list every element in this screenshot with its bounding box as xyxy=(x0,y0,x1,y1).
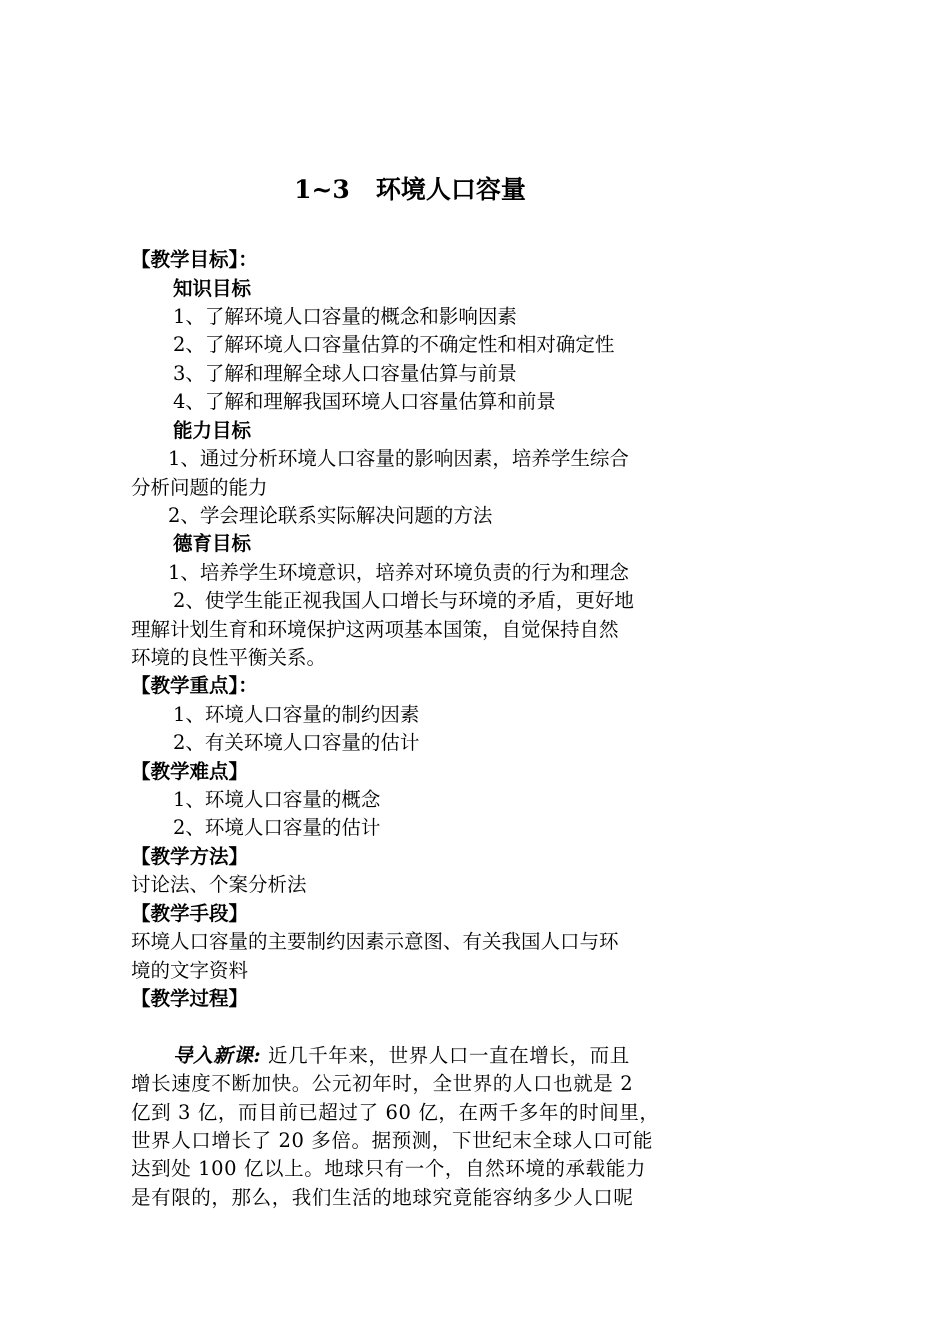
methods-heading: 【教学方法】 xyxy=(131,845,249,868)
knowledge-item: 4、了解和理解我国环境人口容量估算和前景 xyxy=(173,390,556,413)
key-point-item: 1、环境人口容量的制约因素 xyxy=(173,703,420,726)
intro-text: 近几千年来，世界人口一直在增长，而且 xyxy=(261,1044,630,1067)
ability-item: 1、通过分析环境人口容量的影响因素，培养学生综合 xyxy=(168,447,629,470)
intro-paragraph-line: 是有限的，那么，我们生活的地球究竟能容纳多少人口呢 xyxy=(131,1186,634,1209)
intro-paragraph-line xyxy=(173,1042,743,1070)
means-text-continued: 境的文字资料 xyxy=(131,959,249,982)
key-points-heading: 【教学重点】： xyxy=(131,674,258,697)
key-point-item: 2、有关环境人口容量的估计 xyxy=(173,731,420,754)
intro-paragraph-line: 世界人口增长了 20 多倍。据预测，下世纪末全球人口可能 xyxy=(131,1129,654,1152)
means-text: 环境人口容量的主要制约因素示意图、有关我国人口与环 xyxy=(131,930,619,953)
ability-item: 2、学会理论联系实际解决问题的方法 xyxy=(168,504,493,527)
moral-item: 2、使学生能正视我国人口增长与环境的矛盾，更好地 xyxy=(173,589,634,612)
ability-item-continued: 分析问题的能力 xyxy=(131,476,268,499)
moral-item: 1、培养学生环境意识，培养对环境负责的行为和理念 xyxy=(168,561,629,584)
means-heading: 【教学手段】 xyxy=(131,902,249,925)
difficulty-item: 2、环境人口容量的估计 xyxy=(173,816,381,839)
page-title: 1~3 环境人口容量 xyxy=(294,175,526,204)
knowledge-item: 1、了解环境人口容量的概念和影响因素 xyxy=(173,305,517,328)
difficulties-heading: 【教学难点】 xyxy=(131,760,249,783)
ability-goal-heading: 能力目标 xyxy=(173,419,252,442)
knowledge-item: 2、了解环境人口容量估算的不确定性和相对确定性 xyxy=(173,333,615,356)
moral-item-continued: 理解计划生育和环境保护这两项基本国策，自觉保持自然 xyxy=(131,618,619,641)
intro-paragraph-line: 达到处 100 亿以上。地球只有一个，自然环境的承载能力 xyxy=(131,1157,646,1180)
objectives-heading: 【教学目标】： xyxy=(131,248,258,271)
moral-item-continued: 环境的良性平衡关系。 xyxy=(131,646,327,669)
knowledge-goal-heading: 知识目标 xyxy=(173,277,252,300)
intro-lead: 导入新课: xyxy=(173,1044,262,1067)
methods-text: 讨论法、个案分析法 xyxy=(131,873,307,896)
knowledge-item: 3、了解和理解全球人口容量估算与前景 xyxy=(173,362,517,385)
moral-goal-heading: 德育目标 xyxy=(173,532,252,555)
intro-paragraph-line: 增长速度不断加快。公元初年时，全世界的人口也就是 2 xyxy=(131,1072,634,1095)
intro-paragraph-line: 亿到 3 亿，而目前已超过了 60 亿，在两千多年的时间里， xyxy=(131,1101,660,1124)
process-heading: 【教学过程】 xyxy=(131,987,249,1010)
difficulty-item: 1、环境人口容量的概念 xyxy=(173,788,381,811)
